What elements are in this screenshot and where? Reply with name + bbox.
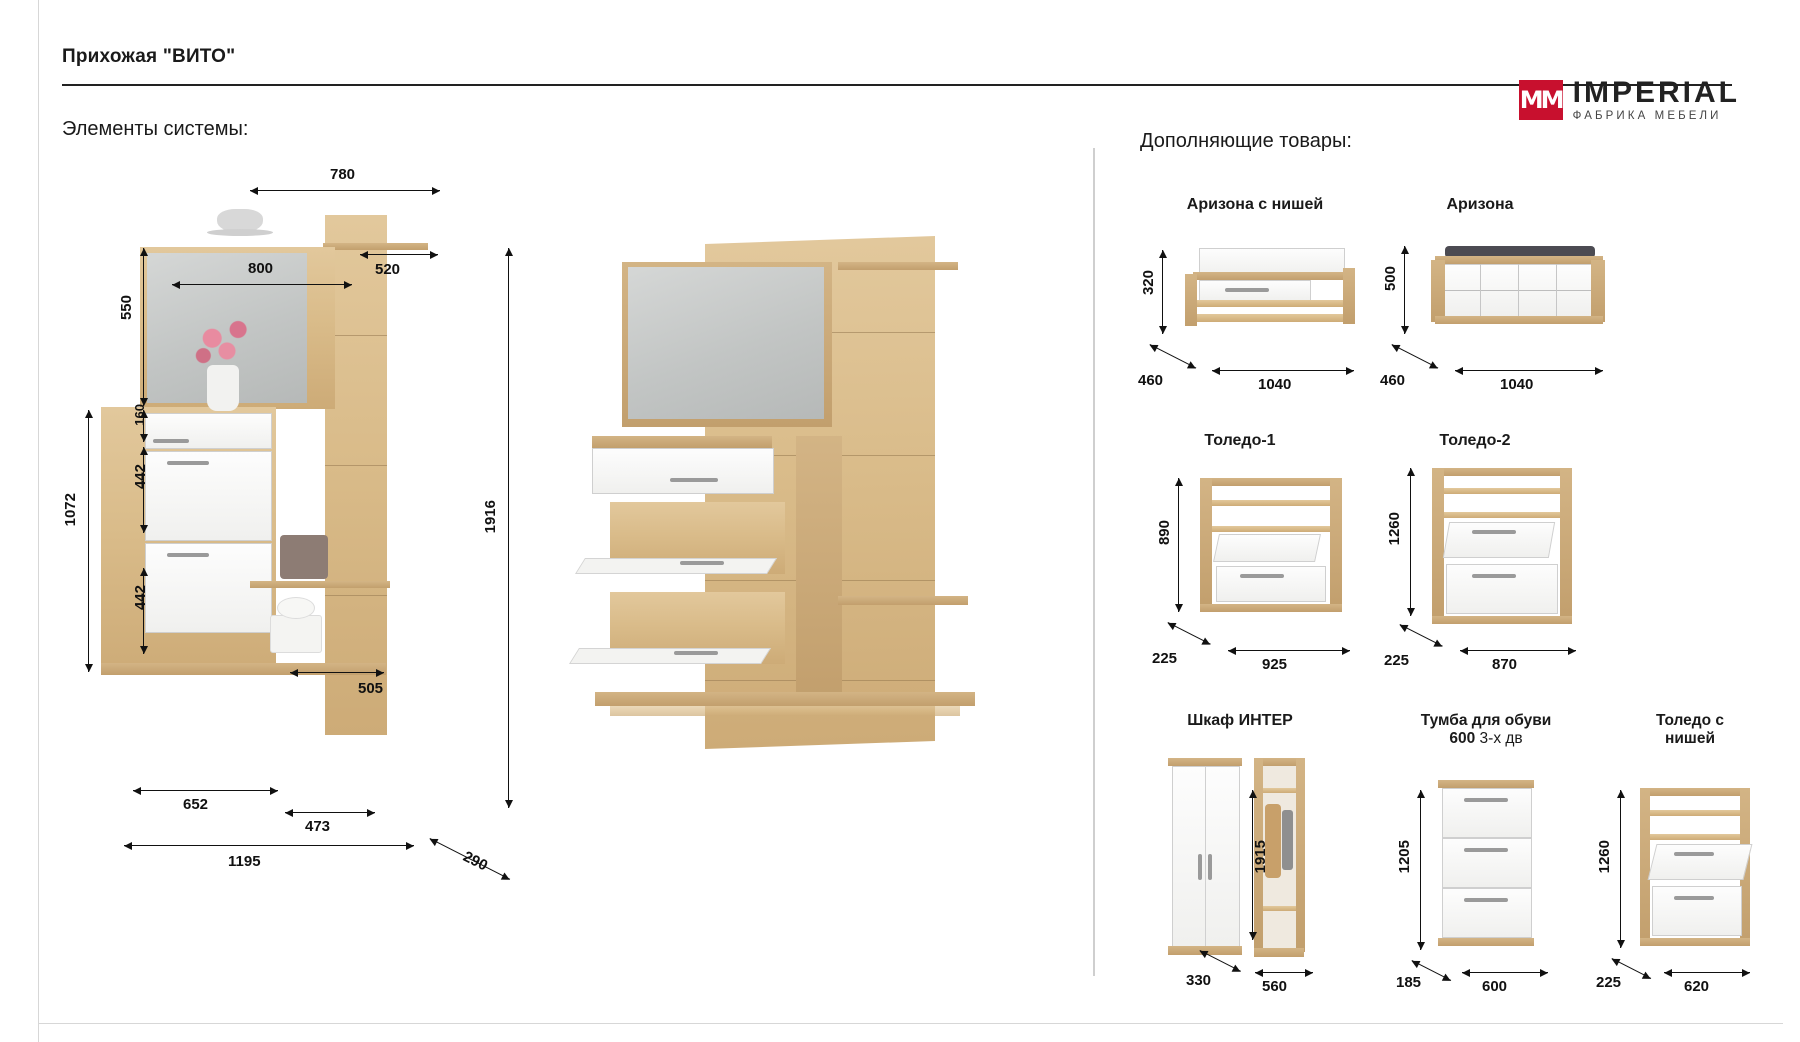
extra-thumb-4 xyxy=(1168,758,1308,958)
dim-line-extra0-h xyxy=(1162,250,1163,334)
dim-extra4-depth: 330 xyxy=(1186,972,1212,989)
dim-extra1-width: 1040 xyxy=(1500,376,1534,393)
dim-mirror-width: 800 xyxy=(248,260,274,277)
dim-line-extra1-d xyxy=(1392,344,1439,368)
dim-shelf-width: 505 xyxy=(358,680,384,697)
dim-line-extra1-w xyxy=(1455,370,1603,371)
dim-door1-height: 442 xyxy=(132,464,149,490)
extra-title-6-line2: нишей xyxy=(1665,730,1715,747)
logo-mark-icon xyxy=(1519,80,1563,120)
dim-extra6-width: 620 xyxy=(1684,978,1710,995)
column-divider xyxy=(1093,148,1095,976)
brand-logo xyxy=(1519,78,1740,123)
dim-extra0-depth: 460 xyxy=(1138,372,1164,389)
section-title-extras: Дополняющие товары: xyxy=(1140,130,1352,152)
dim-extra6-height: 1260 xyxy=(1596,840,1613,874)
extra-title-5-bold: 600 xyxy=(1449,730,1476,747)
dim-line-extra6-h xyxy=(1620,790,1621,948)
extra-title-4: Шкаф ИНТЕР xyxy=(1187,712,1293,729)
dim-door2-height: 442 xyxy=(132,585,149,611)
dim-drawer-height: 160 xyxy=(132,404,147,426)
dim-base1-width: 652 xyxy=(183,796,209,813)
dim-line-extra3-h xyxy=(1410,468,1411,616)
dim-mirror-height: 550 xyxy=(118,295,135,321)
dim-line-total-height xyxy=(508,248,509,808)
dim-line-extra2-d xyxy=(1168,622,1211,645)
extra-thumb-5 xyxy=(1438,780,1548,950)
extra-title-2: Толедо-1 xyxy=(1204,432,1276,449)
dim-panel-width: 520 xyxy=(375,261,401,278)
extra-title-5 xyxy=(1386,712,1586,748)
page-title: Прихожая "ВИТО" xyxy=(62,46,236,67)
dim-depth: 290 xyxy=(460,848,491,875)
dim-extra1-height: 500 xyxy=(1382,266,1399,292)
extra-thumb-6 xyxy=(1640,788,1770,958)
dim-extra2-width: 925 xyxy=(1262,656,1288,673)
dim-extra5-height: 1205 xyxy=(1396,840,1413,874)
extra-title-6 xyxy=(1610,712,1770,748)
dim-line-extra6-w xyxy=(1664,972,1750,973)
dim-extra3-width: 870 xyxy=(1492,656,1518,673)
section-title-elements: Элементы системы: xyxy=(62,118,249,140)
dim-extra0-height: 320 xyxy=(1140,270,1157,296)
logo-name: IMPERIAL xyxy=(1572,76,1740,109)
dim-line-door1-height xyxy=(143,447,144,533)
dim-extra3-height: 1260 xyxy=(1386,512,1403,546)
dim-extra2-depth: 225 xyxy=(1152,650,1178,667)
dim-line-door2-height xyxy=(143,568,144,654)
dim-line-extra0-d xyxy=(1150,344,1197,368)
extra-thumb-3 xyxy=(1432,468,1582,628)
dim-line-extra2-h xyxy=(1178,478,1179,612)
dim-line-lower-height xyxy=(88,410,89,672)
dim-extra3-depth: 225 xyxy=(1384,652,1410,669)
dim-extra6-depth: 225 xyxy=(1596,974,1622,991)
extra-title-3: Толедо-2 xyxy=(1439,432,1511,449)
dim-extra5-width: 600 xyxy=(1482,978,1508,995)
extra-thumb-0 xyxy=(1185,248,1355,328)
dim-line-extra5-h xyxy=(1420,790,1421,950)
logo-mark-text: MM xyxy=(1519,86,1562,115)
extra-title-6-line1: Толедо с xyxy=(1655,712,1725,729)
extra-title-5-line2: 3-х дв xyxy=(1479,730,1523,747)
main-product-open-view xyxy=(600,240,1020,800)
dim-line-mirror-width xyxy=(172,284,352,285)
dim-line-extra0-w xyxy=(1212,370,1354,371)
dim-line-panel-width xyxy=(360,254,438,255)
dim-extra4-height: 1915 xyxy=(1252,840,1269,874)
extra-title-5-line1: Тумба для обуви xyxy=(1420,712,1552,729)
dim-extra0-width: 1040 xyxy=(1258,376,1292,393)
dim-line-mirror-height xyxy=(143,248,144,406)
dim-line-top-width xyxy=(250,190,440,191)
dim-line-base1 xyxy=(133,790,278,791)
dim-base2-width: 473 xyxy=(305,818,331,835)
dim-extra2-height: 890 xyxy=(1156,520,1173,546)
dim-extra4-width: 560 xyxy=(1262,978,1288,995)
dim-line-extra4-w xyxy=(1255,972,1313,973)
dim-line-extra1-h xyxy=(1404,246,1405,334)
dim-line-extra2-w xyxy=(1228,650,1350,651)
extra-title-1: Аризона xyxy=(1446,196,1514,213)
dim-extra5-depth: 185 xyxy=(1396,974,1422,991)
logo-subtitle: ФАБРИКА МЕБЕЛИ xyxy=(1572,110,1722,122)
dim-line-total-width xyxy=(124,845,414,846)
dim-line-extra3-w xyxy=(1460,650,1576,651)
extra-thumb-2 xyxy=(1200,478,1350,618)
dim-line-shelf-width xyxy=(290,672,384,673)
page-border-left xyxy=(38,0,39,1042)
extra-thumb-1 xyxy=(1425,246,1605,326)
dim-extra1-depth: 460 xyxy=(1380,372,1406,389)
extra-title-0: Аризона с нишей xyxy=(1186,196,1324,213)
dim-line-extra5-w xyxy=(1462,972,1548,973)
dim-top-width: 780 xyxy=(330,166,356,183)
page-border-bottom xyxy=(38,1023,1783,1024)
dim-total-width: 1195 xyxy=(228,853,261,870)
dim-total-height: 1916 xyxy=(482,500,499,534)
dim-line-base2 xyxy=(285,812,375,813)
main-product-front-view xyxy=(95,215,455,775)
dim-lower-height: 1072 xyxy=(62,493,79,527)
title-rule xyxy=(62,84,1732,86)
